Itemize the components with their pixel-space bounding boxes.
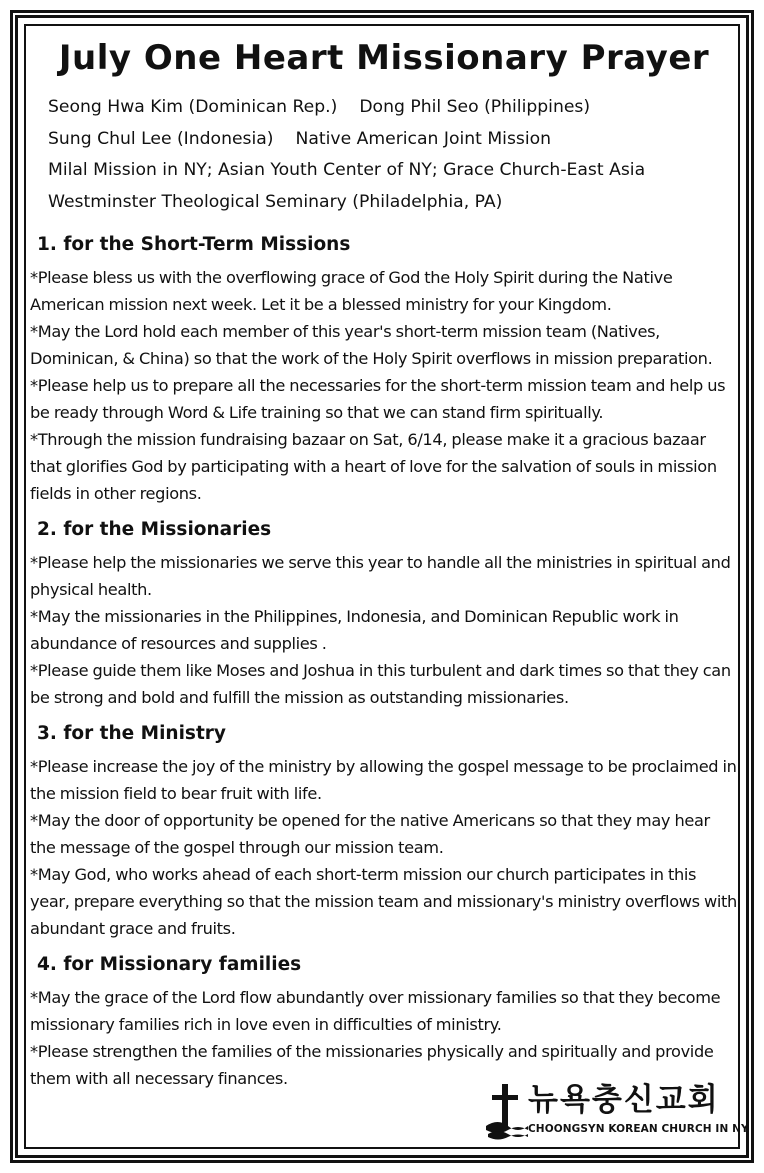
missionary-line <box>48 155 738 187</box>
missionary-name: Westminster Theological Seminary (Philadelphia, PA) <box>48 191 503 212</box>
missionary-name: Seong Hwa Kim (Dominican Rep.) <box>48 97 338 117</box>
prayer-item: *May the grace of the Lord flow abundantly over missionary families so that they become missionary families rich in love even in difficulties of ministry. <box>30 988 721 1034</box>
section-ministry <box>30 721 738 942</box>
prayer-item: *May God, who works ahead of each short-term mission our church participates in this year, prepare everything so that the mission team and missionary's ministry overflows with abundant grace and fruits. <box>30 865 737 938</box>
cross-wave-icon <box>484 1082 528 1142</box>
section-title: 2. for the Missionaries <box>37 519 272 540</box>
section-title: 4. for Missionary families <box>37 954 302 975</box>
missionary-name: Native American Joint Mission <box>295 128 552 149</box>
prayer-item: *Through the mission fundraising bazaar on Sat, 6/14, please make it a gracious bazaar that glorifies God by participating with a heart of love for the salvation of souls in mission fields in other regions. <box>30 430 717 503</box>
section-missionaries <box>30 517 738 711</box>
missionary-line <box>48 124 738 156</box>
prayer-item: *May the missionaries in the Philippines, Indonesia, and Dominican Republic work in abundance of resources and supplies . <box>30 607 679 653</box>
prayer-item: *Please increase the joy of the ministry by allowing the gospel message to be proclaimed in the mission field to bear fruit with life. <box>30 757 737 803</box>
prayer-item: *Please guide them like Moses and Joshua in this turbulent and dark times so that they can be strong and bold and fulfill the mission as outstanding missionaries. <box>30 661 731 707</box>
prayer-item: *Please help us to prepare all the necessaries for the short-term mission team and help us be ready through Word & Life training so that we can stand firm spiritually. <box>30 376 726 422</box>
church-name-english: CHOONGSYN KOREAN CHURCH IN NY <box>528 1123 749 1135</box>
section-title: 1. for the Short-Term Missions <box>37 234 351 255</box>
page-title: July One Heart Missionary Prayer <box>58 38 710 78</box>
missionary-line <box>48 92 738 124</box>
section-short-term-missions <box>30 232 738 507</box>
missionary-name: Milal Mission in NY; Asian Youth Center of NY; Grace Church-East Asia <box>48 160 646 180</box>
church-logo <box>484 1082 749 1142</box>
church-name-korean: 뉴욕충신교회 <box>528 1082 720 1118</box>
missionary-line <box>48 187 738 219</box>
prayer-item: *Please strengthen the families of the missionaries physically and spiritually and provide them with all necessary finances. <box>30 1042 714 1088</box>
prayer-item: *Please bless us with the overflowing grace of God the Holy Spirit during the Native American mission next week. Let it be a blessed ministry for your Kingdom. <box>30 268 673 314</box>
missionary-name: Dong Phil Seo (Philippines) <box>359 97 591 117</box>
prayer-document <box>30 28 749 1146</box>
missionary-list <box>30 92 738 218</box>
prayer-item: *May the Lord hold each member of this year's short-term mission team (Natives, Dominican, & China) so that the work of the Holy Spirit overflows in mission preparation. <box>30 322 713 368</box>
section-title: 3. for the Ministry <box>37 723 226 744</box>
section-missionary-families <box>30 952 738 1092</box>
prayer-item: *Please help the missionaries we serve this year to handle all the ministries in spiritual and physical health. <box>30 553 731 599</box>
prayer-item: *May the door of opportunity be opened for the native Americans so that they may hear the message of the gospel through our mission team. <box>30 811 710 857</box>
missionary-name: Sung Chul Lee (Indonesia) <box>48 128 274 149</box>
